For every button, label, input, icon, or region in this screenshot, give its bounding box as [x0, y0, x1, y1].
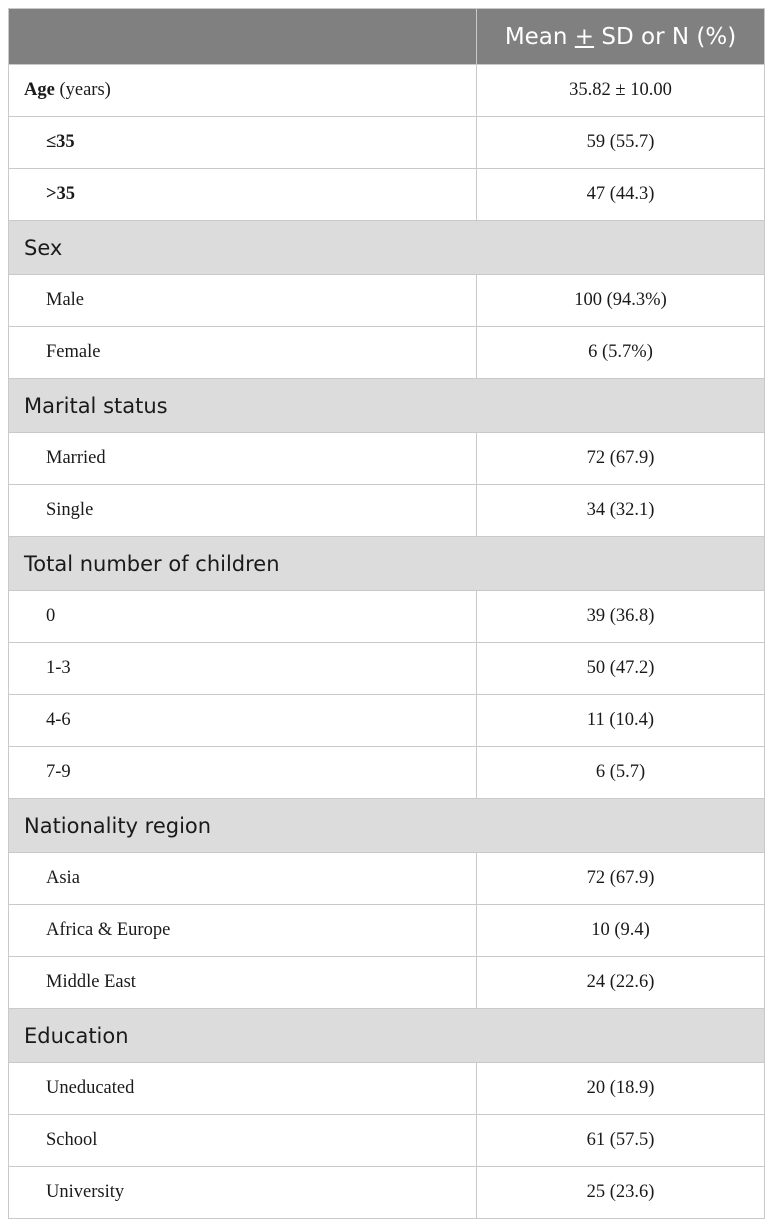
header-value-cell	[477, 9, 765, 65]
section-header-education	[9, 1009, 765, 1063]
section-title: Nationality region	[9, 799, 765, 853]
row-value: 10 (9.4)	[477, 905, 765, 957]
row-label: 7-9	[9, 747, 477, 799]
row-value: 6 (5.7%)	[477, 327, 765, 379]
row-value: 6 (5.7)	[477, 747, 765, 799]
row-label: Africa & Europe	[9, 905, 477, 957]
row-value: 25 (23.6)	[477, 1167, 765, 1219]
table-row	[9, 485, 765, 537]
table-row	[9, 695, 765, 747]
section-title: Education	[9, 1009, 765, 1063]
row-value: 11 (10.4)	[477, 695, 765, 747]
section-title: Sex	[9, 221, 765, 275]
row-value: 72 (67.9)	[477, 853, 765, 905]
row-label: Middle East	[9, 957, 477, 1009]
header-plus-minus: +	[574, 23, 595, 50]
table-row	[9, 1063, 765, 1115]
age-label-bold: Age	[24, 80, 55, 100]
section-title: Total number of children	[9, 537, 765, 591]
demographics-table-container	[8, 8, 764, 1219]
row-label: Female	[9, 327, 477, 379]
row-value: 100 (94.3%)	[477, 275, 765, 327]
table-row	[9, 853, 765, 905]
table-row	[9, 643, 765, 695]
row-label: Married	[9, 433, 477, 485]
age-value: 35.82 ± 10.00	[477, 65, 765, 117]
row-value: 24 (22.6)	[477, 957, 765, 1009]
age-row	[9, 65, 765, 117]
row-value: 20 (18.9)	[477, 1063, 765, 1115]
row-label: University	[9, 1167, 477, 1219]
demographics-table	[8, 8, 765, 1219]
age-group-value: 47 (44.3)	[477, 169, 765, 221]
row-value: 50 (47.2)	[477, 643, 765, 695]
row-label: Asia	[9, 853, 477, 905]
section-title: Marital status	[9, 379, 765, 433]
row-label: 4-6	[9, 695, 477, 747]
table-row	[9, 747, 765, 799]
section-header-nationality-region	[9, 799, 765, 853]
row-value: 72 (67.9)	[477, 433, 765, 485]
section-header-sex	[9, 221, 765, 275]
table-row	[9, 433, 765, 485]
row-label: 1-3	[9, 643, 477, 695]
row-value: 39 (36.8)	[477, 591, 765, 643]
section-header-children	[9, 537, 765, 591]
age-group-value: 59 (55.7)	[477, 117, 765, 169]
section-header-marital-status	[9, 379, 765, 433]
row-label: Uneducated	[9, 1063, 477, 1115]
table-row	[9, 957, 765, 1009]
table-header-row	[9, 9, 765, 65]
table-row	[9, 905, 765, 957]
header-text-mean: Mean	[504, 23, 575, 50]
table-row	[9, 591, 765, 643]
age-label	[9, 65, 477, 117]
age-group-label: >35	[9, 169, 477, 221]
table-row	[9, 1167, 765, 1219]
row-value: 61 (57.5)	[477, 1115, 765, 1167]
row-label: Single	[9, 485, 477, 537]
row-label: School	[9, 1115, 477, 1167]
header-blank-cell	[9, 9, 477, 65]
table-row	[9, 1115, 765, 1167]
age-group-label: ≤35	[9, 117, 477, 169]
age-label-unit: (years)	[54, 80, 111, 100]
header-text-sd: SD or N (%)	[594, 23, 737, 50]
table-row	[9, 275, 765, 327]
table-row	[9, 169, 765, 221]
row-label: Male	[9, 275, 477, 327]
row-value: 34 (32.1)	[477, 485, 765, 537]
table-row	[9, 117, 765, 169]
row-label: 0	[9, 591, 477, 643]
table-row	[9, 327, 765, 379]
